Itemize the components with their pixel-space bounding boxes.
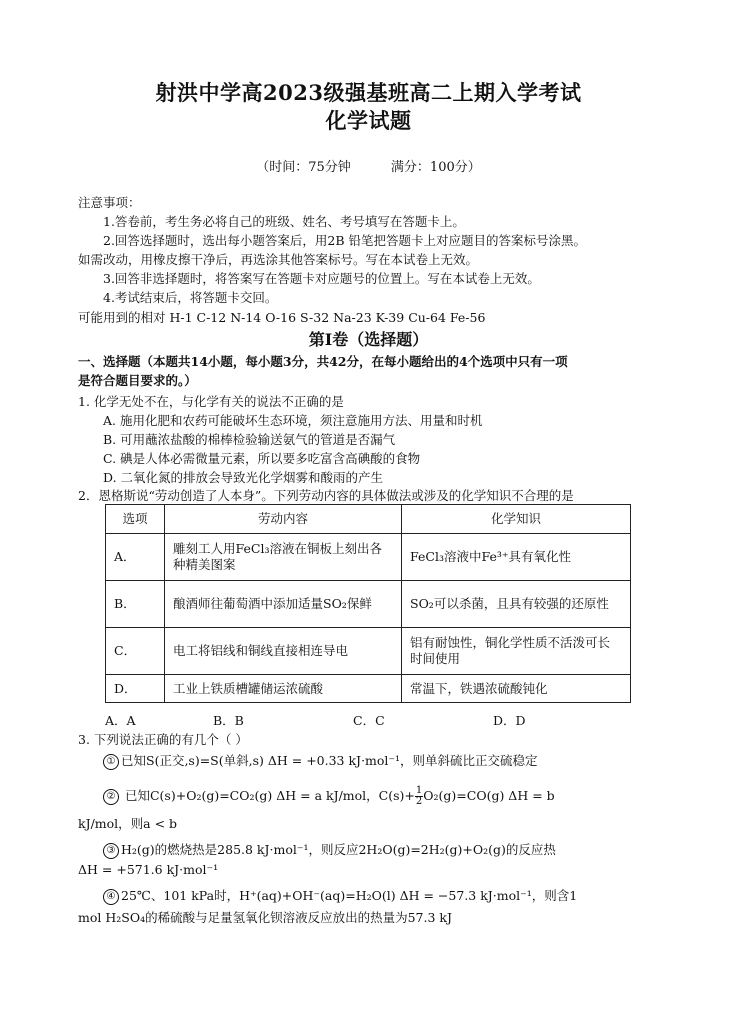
q1-stem: 1. 化学无处不在，与化学有关的说法不正确的是 bbox=[78, 394, 344, 409]
choice-a: A．A bbox=[105, 713, 136, 728]
row-labor: 工业上铁质槽罐储运浓硫酸 bbox=[165, 675, 402, 703]
note-item: 如需改动，用橡皮擦干净后，再选涂其他答案标号。写在本试卷上无效。 bbox=[78, 252, 479, 267]
fraction bbox=[415, 786, 423, 807]
q3-statement-3 bbox=[103, 842, 556, 859]
exam-time: （时间：75分钟 bbox=[256, 160, 351, 175]
row-option: B． bbox=[106, 581, 165, 628]
q2-stem: 2．恩格斯说“劳动创造了人本身”。下列劳动内容的具体做法或涉及的化学知识不合理的是 bbox=[78, 488, 574, 503]
row-knowledge: 铝有耐蚀性，铜化学性质不活泼可长时间使用 bbox=[402, 628, 631, 675]
q3-statement-4-cont: mol H₂SO₄的稀硫酸与足量氢氧化钡溶液反应放出的热量为57.3 kJ bbox=[78, 910, 452, 925]
notes-heading: 注意事项： bbox=[78, 195, 141, 210]
table-header-row bbox=[106, 505, 631, 534]
note-item: 2.回答选择题时，选出每小题答案后，用2B 铅笔把答题卡上对应题目的答案标号涂黑。 bbox=[103, 233, 587, 248]
choice-c: C．C bbox=[353, 713, 385, 728]
statement-text: O₂(g)=CO(g) ΔH = b bbox=[423, 788, 555, 803]
statement-text: 已知C(s)+O₂(g)=CO₂(g) ΔH = a kJ/mol，C(s)+ bbox=[124, 788, 415, 803]
circled-number: ④ bbox=[103, 889, 119, 905]
table-row bbox=[106, 675, 631, 703]
row-labor: 电工将铝线和铜线直接相连导电 bbox=[165, 628, 402, 675]
q1-option-b: B. 可用蘸浓盐酸的棉棒检验输送氨气的管道是否漏气 bbox=[103, 432, 396, 447]
circled-number: ② bbox=[103, 789, 119, 805]
section-intro: 一、选择题（本题共14小题，每小题3分，共42分，在每小题给出的4个选项中只有一项 bbox=[78, 354, 568, 369]
q1-option-a: A. 施用化肥和农药可能破坏生态环境，须注意施用方法、用量和时机 bbox=[103, 413, 483, 428]
note-item: 3.回答非选择题时，将答案写在答题卡对应题号的位置上。写在本试卷上无效。 bbox=[103, 271, 540, 286]
fraction-numerator: 1 bbox=[415, 785, 423, 796]
fraction-denominator: 2 bbox=[415, 796, 423, 807]
circled-number: ③ bbox=[103, 843, 119, 859]
section-heading: 第Ⅰ卷（选择题） bbox=[308, 330, 429, 349]
table-row bbox=[106, 581, 631, 628]
col-header: 劳动内容 bbox=[165, 505, 402, 534]
q2-table bbox=[105, 504, 631, 703]
col-header: 选项 bbox=[106, 505, 165, 534]
row-knowledge: SO₂可以杀菌，且具有较强的还原性 bbox=[402, 581, 631, 628]
row-labor: 雕刻工人用FeCl₃溶液在铜板上刻出各种精美图案 bbox=[165, 534, 402, 581]
q3-statement-2-cont: kJ/mol，则a < b bbox=[78, 816, 178, 831]
row-option: A． bbox=[106, 534, 165, 581]
exam-score: 满分：100分） bbox=[390, 160, 481, 175]
exam-title: 射洪中学高2023级强基班高二上期入学考试 bbox=[155, 80, 582, 105]
statement-text: H₂(g)的燃烧热是285.8 kJ·mol⁻¹，则反应2H₂O(g)=2H₂(g)+O₂(g)的反应热 bbox=[121, 842, 556, 857]
atomic-masses: 可能用到的相对 H-1 C-12 N-14 O-16 S-32 Na-23 K-39 Cu-64 Fe-56 bbox=[78, 310, 486, 325]
table-row bbox=[106, 534, 631, 581]
table-row bbox=[106, 628, 631, 675]
circled-number: ① bbox=[103, 754, 119, 770]
note-item: 1.答卷前，考生务必将自己的班级、姓名、考号填写在答题卡上。 bbox=[103, 214, 465, 229]
q3-statement-4 bbox=[103, 888, 577, 905]
row-knowledge: 常温下，铁遇浓硫酸钝化 bbox=[402, 675, 631, 703]
row-option: D． bbox=[106, 675, 165, 703]
section-intro: 是符合题目要求的。） bbox=[78, 373, 197, 388]
choice-b: B．B bbox=[213, 713, 244, 728]
row-option: C． bbox=[106, 628, 165, 675]
row-labor: 酿酒师往葡萄酒中添加适量SO₂保鲜 bbox=[165, 581, 402, 628]
row-knowledge: FeCl₃溶液中Fe³⁺具有氧化性 bbox=[402, 534, 631, 581]
q3-statement-2 bbox=[103, 786, 555, 807]
q3-stem: 3. 下列说法正确的有几个（ ） bbox=[78, 732, 248, 747]
note-item: 4.考试结束后，将答题卡交回。 bbox=[103, 290, 278, 305]
q1-option-d: D. 二氧化氮的排放会导致光化学烟雾和酸雨的产生 bbox=[103, 470, 384, 485]
statement-text: 已知S(正交,s)=S(单斜,s) ΔH = +0.33 kJ·mol⁻¹，则单斜硫比正交硫稳定 bbox=[121, 753, 538, 768]
q1-option-c: C. 碘是人体必需微量元素，所以要多吃富含高碘酸的食物 bbox=[103, 451, 421, 466]
q3-statement-1 bbox=[103, 753, 538, 770]
col-header: 化学知识 bbox=[402, 505, 631, 534]
q3-statement-3-cont: ΔH = +571.6 kJ·mol⁻¹ bbox=[78, 862, 219, 877]
choice-d: D．D bbox=[493, 713, 526, 728]
statement-text: 25℃、101 kPa时，H⁺(aq)+OH⁻(aq)=H₂O(l) ΔH = −57.3 kJ·mol⁻¹，则含1 bbox=[121, 888, 578, 903]
exam-subject: 化学试题 bbox=[325, 108, 412, 133]
exam-meta bbox=[0, 160, 737, 176]
